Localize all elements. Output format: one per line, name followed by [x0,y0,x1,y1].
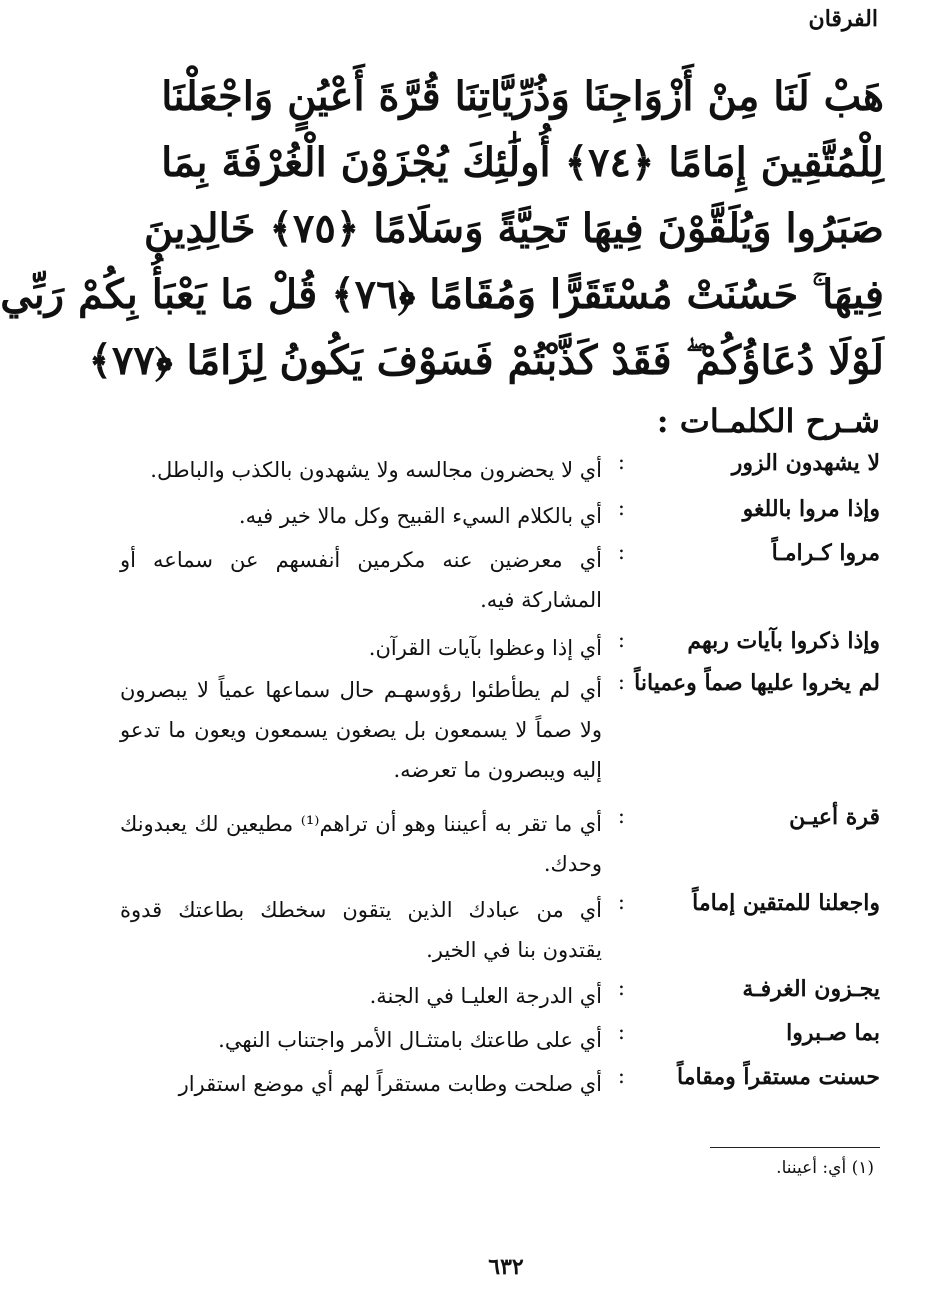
verse-line: فِيهَا ۚ حَسُنَتْ مُسْتَقَرًّا وَمُقَامًا ﴿٧٦﴾ قُلْ مَا يَعْبَأُ بِكُمْ رَبِّي [0,271,884,318]
glossary-separator: : [617,890,625,914]
glossary-meaning: أي معرضين عنه مكرمين أنفسهم عن سماعه أو المشاركة فيه. [120,548,602,612]
glossary-term: قرة أعيـن [789,804,880,830]
surah-name-header: الفرقان [808,6,878,32]
glossary-term: بما صـبروا [786,1020,880,1046]
glossary-heading: شـرح الكلمـات : [656,402,880,440]
glossary-term: يجـزون الغرفـة [742,976,880,1002]
glossary-meaning: أي لم يطأطئوا رؤوسهـم حال سماعها عمياً لا يبصرون ولا صماً لا يسمعون بل يصغون يسمعون ويعون ما تدعو إليه ويبصرون ما تعرضه. [120,678,602,782]
glossary-term: حسنت مستقراً ومقاماً [677,1064,880,1090]
glossary-separator: : [617,450,625,474]
glossary-separator: : [617,540,625,564]
glossary-meaning: أي من عبادك الذين يتقون سخطك بطاعتك قدوة يقتدون بنا في الخير. [120,898,602,962]
glossary-meaning: أي الدرجة العليـا في الجنة. [369,984,602,1008]
glossary-term: وإذا ذكروا بآيات ربهم [687,628,880,654]
glossary-meaning: أي على طاعتك بامتثـال الأمر واجتناب النهي. [218,1028,602,1052]
glossary-separator: : [617,976,625,1000]
glossary-meaning: أي بالكلام السيء القبيح وكل مالا خير فيه. [238,504,602,528]
footnote-divider [710,1147,880,1148]
verse-line: لِلْمُتَّقِينَ إِمَامًا ﴿٧٤﴾ أُولَٰئِكَ يُجْزَوْنَ الْغُرْفَةَ بِمَا [161,139,884,186]
verse-line: هَبْ لَنَا مِنْ أَزْوَاجِنَا وَذُرِّيَّاتِنَا قُرَّةَ أَعْيُنٍ وَاجْعَلْنَا [161,73,884,120]
page-number: ٦٣٢ [488,1254,524,1280]
glossary-term: مروا كـرامـاً [771,540,880,566]
glossary-separator: : [617,496,625,520]
verse-line: صَبَرُوا وَيُلَقَّوْنَ فِيهَا تَحِيَّةً وَسَلَامًا ﴿٧٥﴾ خَالِدِينَ [143,205,884,252]
quran-verses-block [0,64,884,394]
glossary-term: لا يشهدون الزور [731,450,880,476]
glossary-separator: : [617,628,625,652]
footnote: (١) أي: أعيننا. [776,1158,874,1178]
glossary-meaning: أي ما تقر به أعيننا وهو أن تراهم⁽¹⁾ مطيعين لك يعبدونك وحدك. [120,812,602,876]
glossary-term: لم يخروا عليها صماً وعمياناً [634,670,880,696]
glossary-separator: : [617,1064,625,1088]
glossary-separator: : [617,804,625,828]
glossary-meaning: أي إذا وعظوا بآيات القرآن. [368,636,602,660]
glossary-meaning: أي لا يحضرون مجالسه ولا يشهدون بالكذب والباطل. [150,458,602,482]
glossary-term: واجعلنا للمتقين إماماً [692,890,880,916]
glossary-separator: : [617,670,625,694]
verse-line: لَوْلَا دُعَاؤُكُمْ ۖ فَقَدْ كَذَّبْتُمْ فَسَوْفَ يَكُونُ لِزَامًا ﴿٧٧﴾ [88,337,884,384]
glossary-meaning: أي صلحت وطابت مستقراً لهم أي موضع استقرار [178,1072,602,1096]
glossary-term: وإذا مروا باللغو [742,496,880,522]
glossary-separator: : [617,1020,625,1044]
